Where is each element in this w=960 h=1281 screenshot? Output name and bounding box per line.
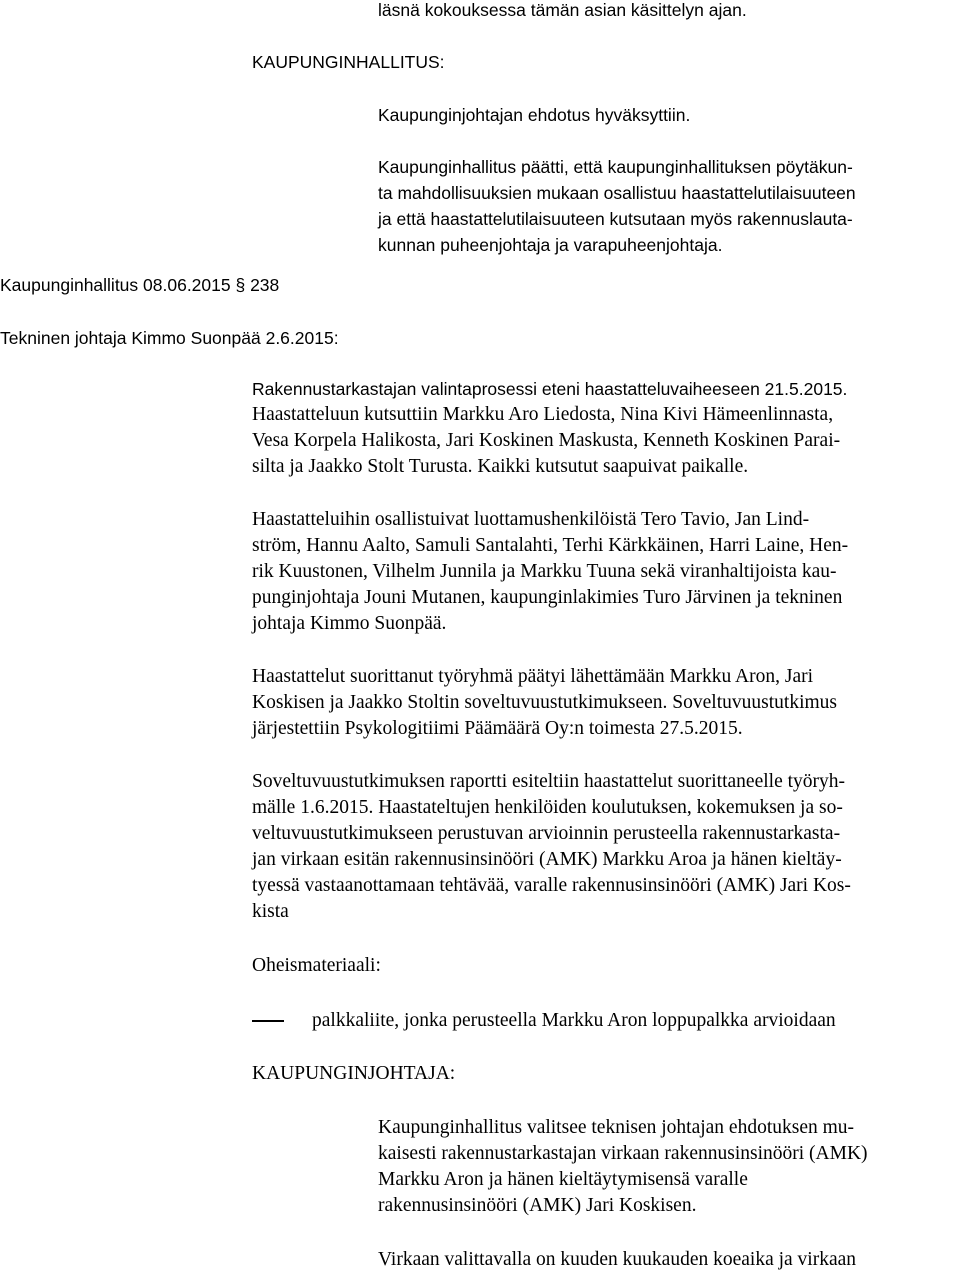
attachments-heading: Oheismateriaali: — [252, 955, 381, 976]
para3-line: järjestettiin Psykologitiimi Päämäärä Oy:n toimesta 27.5.2015. — [252, 718, 743, 739]
attachment-item: palkkaliite, jonka perusteella Markku Aron loppupalkka arvioidaan — [312, 1010, 836, 1031]
para2-line: ström, Hannu Aalto, Samuli Santalahti, Terhi Kärkkäinen, Harri Laine, Hen- — [252, 535, 849, 556]
kj-heading: KAUPUNGINJOHTAJA: — [252, 1063, 456, 1084]
kh-para-line: ja että haastattelutilaisuuteen kutsutaan myös rakennuslauta- — [378, 209, 853, 229]
proposal-line: kaisesti rakennustarkastajan virkaan rakennusinsinööri (AMK) — [378, 1143, 868, 1164]
kh-para-line: ta mahdollisuuksien mukaan osallistuu haastattelutilaisuuteen — [378, 183, 856, 203]
para3-line: Haastattelut suorittanut työryhmä päätyi lähettämään Markku Aron, Jari — [252, 666, 814, 687]
author-ref: Tekninen johtaja Kimmo Suonpää 2.6.2015: — [0, 328, 339, 348]
para4-line: veltuvuustutkimukseen perustuvan arvioinnin perusteella rakennustarkasta- — [252, 823, 841, 844]
kh-para-line: Kaupunginhallitus päätti, että kaupunginhallituksen pöytäkun- — [378, 157, 853, 177]
para1-line: Haastatteluun kutsuttiin Markku Aro Liedosta, Nina Kivi Hämeenlinnasta, — [252, 404, 834, 425]
para3-line: Koskisen ja Jaakko Stoltin soveltuvuustutkimukseen. Soveltuvuustutkimus — [252, 692, 837, 713]
kh-heading: KAUPUNGINHALLITUS: — [252, 52, 445, 72]
proposal-line: Markku Aron ja hänen kieltäytymisensä varalle — [378, 1169, 748, 1190]
para4-line: kista — [252, 901, 289, 922]
para2-line: johtaja Kimmo Suonpää. — [252, 613, 447, 634]
list-dash-icon — [252, 1020, 284, 1022]
para2-line: rik Kuustonen, Vilhelm Junnila ja Markku Tuuna sekä viranhaltijoista kau- — [252, 561, 837, 582]
para4-line: jan virkaan esitän rakennusinsinööri (AMK) Markku Aroa ja hänen kieltäy- — [252, 849, 842, 870]
para2-line: punginjohtaja Jouni Mutanen, kaupunginlakimies Turo Järvinen ja tekninen — [252, 587, 843, 608]
para4-line: mälle 1.6.2015. Haastateltujen henkilöiden koulutuksen, kokemuksen ja so- — [252, 797, 843, 818]
para2-line: Haastatteluihin osallistuivat luottamushenkilöistä Tero Tavio, Jan Lind- — [252, 509, 810, 530]
para1-line: Vesa Korpela Halikosta, Jari Koskinen Maskusta, Kenneth Koskinen Parai- — [252, 430, 841, 451]
kh-decision: Kaupunginjohtajan ehdotus hyväksyttiin. — [378, 105, 691, 125]
para4-line: tyessä vastaanottamaan tehtävää, varalle rakennusinsinööri (AMK) Jari Kos- — [252, 875, 851, 896]
proposal-line: rakennusinsinööri (AMK) Jari Koskisen. — [378, 1195, 697, 1216]
para1-line: silta ja Jaakko Stolt Turusta. Kaikki kutsutut saapuivat paikalle. — [252, 456, 749, 477]
para4-line: Soveltuvuustutkimuksen raportti esiteltiin haastattelut suorittaneelle työryh- — [252, 771, 846, 792]
process-status-line: Rakennustarkastajan valintaprosessi eteni haastatteluvaiheeseen 21.5.2015. — [252, 379, 848, 399]
final-line: Virkaan valittavalla on kuuden kuukauden koeaika ja virkaan — [378, 1249, 857, 1270]
proposal-line: Kaupunginhallitus valitsee teknisen johtajan ehdotuksen mu- — [378, 1117, 855, 1138]
intro-line: läsnä kokouksessa tämän asian käsittelyn ajan. — [378, 0, 747, 20]
kh-para-line: kunnan puheenjohtaja ja varapuheenjohtaja. — [378, 235, 723, 255]
meeting-ref: Kaupunginhallitus 08.06.2015 § 238 — [0, 275, 280, 295]
